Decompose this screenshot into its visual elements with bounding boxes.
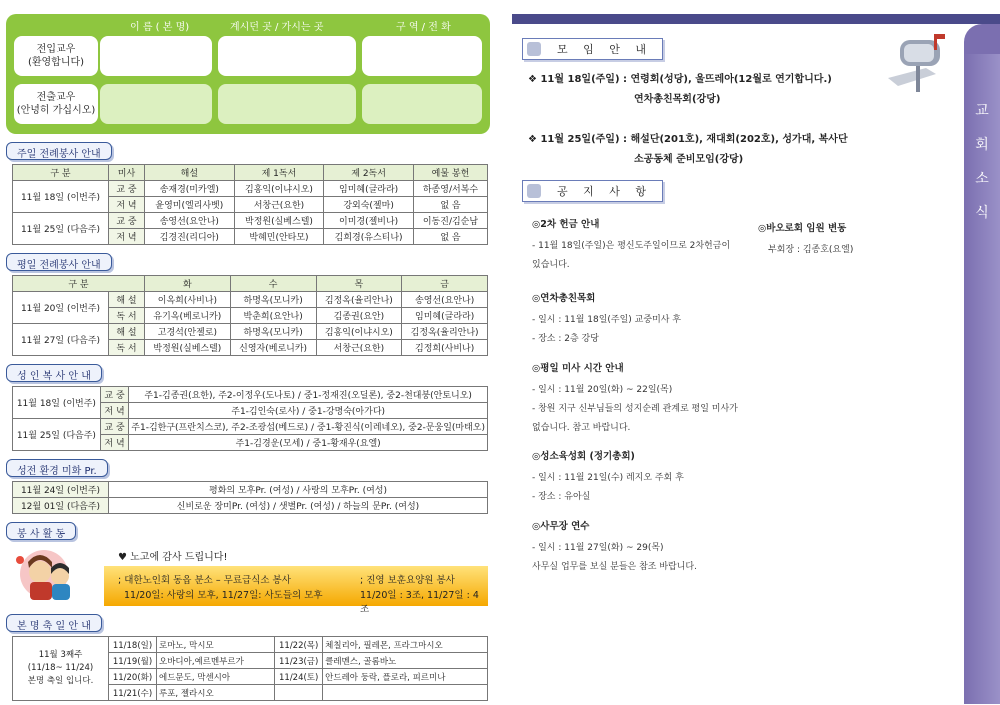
left-page	[6, 14, 490, 701]
table-row	[13, 213, 488, 229]
cell: 강외숙(젤마)	[324, 197, 414, 213]
cell: 없 음	[413, 197, 487, 213]
notice-heading: ◎바오로회 임원 변동	[758, 223, 847, 234]
cell: 김정희(사비나)	[402, 340, 488, 356]
in-district-cell	[362, 36, 482, 76]
cell: 이옥희(사비나)	[145, 292, 231, 308]
date-cell: 11/22(목)	[275, 637, 323, 653]
cell: 로마노, 막시모	[157, 637, 275, 653]
col-header: 수	[230, 276, 316, 292]
notice-line: - 11월 18일(주일)은 평신도주일이므로 2차헌금이	[532, 241, 731, 251]
cell: 김종권(요안)	[316, 308, 402, 324]
service-line: ; 대한노인회 동읍 분소 – 무료급식소 봉사	[118, 575, 291, 586]
notice-section-title	[522, 180, 663, 202]
cell: 서창근(요한)	[316, 340, 402, 356]
cell: 송영선(요안나)	[145, 213, 235, 229]
cell: 고경석(안젤로)	[145, 324, 231, 340]
sidebar-cap	[964, 24, 1000, 54]
table-row	[13, 637, 488, 653]
notice-heading: ◎사무장 연수	[532, 521, 590, 532]
date-cell: 11/20(화)	[109, 669, 157, 685]
date-cell: 11월 27일 (다음주)	[13, 324, 109, 356]
notice-item	[532, 216, 772, 270]
cell: 서창근(요한)	[234, 197, 324, 213]
cell	[323, 685, 488, 701]
volunteer-illustration	[12, 546, 92, 606]
cell: 안드레아 둥락, 플로라, 피르미나	[323, 669, 488, 685]
cell: 김홍익(이냐시오)	[316, 324, 402, 340]
cell: 김홍익(이냐시오)	[234, 181, 324, 197]
col-header: 제 2독서	[324, 165, 414, 181]
col-header: 구 분	[13, 276, 145, 292]
cell: 박혜민(안타모)	[234, 229, 324, 245]
table-row	[13, 292, 488, 308]
notice-line: 있습니다.	[532, 260, 570, 270]
cell: 김희경(유스티나)	[324, 229, 414, 245]
cell: 김정옥(율리안나)	[402, 324, 488, 340]
cell: 유기옥(베로니카)	[145, 308, 231, 324]
date-cell: 11월 18일 (이번주)	[13, 387, 101, 419]
speaker-icon	[527, 184, 541, 198]
cell: 박춘희(요안나)	[230, 308, 316, 324]
cell: 평화의 모후Pr. (여성) / 사랑의 모후Pr. (여성)	[109, 482, 488, 498]
date-cell: 11월 18일 (이번주)	[13, 181, 109, 213]
notice-line: 없습니다. 참고 바랍니다.	[532, 423, 631, 433]
mass-cell: 교 중	[100, 387, 129, 403]
meeting-title-text: 모 임 안 내	[557, 43, 652, 56]
top-bar	[512, 14, 1000, 24]
header-district: 구 역 / 전 화	[396, 22, 451, 33]
table-row	[13, 387, 488, 403]
table-row	[13, 482, 488, 498]
date-cell: 11월 20일 (이번주)	[13, 292, 109, 324]
env-table	[12, 481, 488, 514]
role-cell: 독 서	[109, 308, 145, 324]
feast-section-title: 본 명 축 일 안 내	[6, 614, 102, 632]
sunday-section-title: 주일 전례봉사 안내	[6, 142, 112, 160]
cell: 루포, 젤라시오	[157, 685, 275, 701]
cell: 김경진(리디아)	[145, 229, 235, 245]
header-place: 계시던 곳 / 가시는 곳	[230, 22, 324, 33]
notice-title-text: 공 지 사 항	[557, 185, 652, 198]
mass-cell: 저 녁	[109, 197, 145, 213]
date-cell: 11/24(토)	[275, 669, 323, 685]
notice-side	[758, 220, 853, 255]
date-cell: 11월 24일 (이번주)	[13, 482, 109, 498]
notice-line: - 창원 지구 신부님들의 성지순례 관계로 평일 미사가	[532, 404, 738, 414]
weekday-table	[12, 275, 488, 356]
cell: 신비로운 장미Pr. (여성) / 샛별Pr. (여성) / 하늘의 문Pr. (여성)	[109, 498, 488, 514]
mass-cell: 교 중	[109, 213, 145, 229]
mass-cell: 저 녁	[109, 229, 145, 245]
feast-table	[12, 636, 488, 701]
mass-cell: 교 중	[100, 419, 129, 435]
service-section-title: 봉 사 활 동	[6, 522, 76, 540]
mass-cell: 저 녁	[100, 403, 129, 419]
role-cell: 해 설	[109, 292, 145, 308]
col-header: 구 분	[13, 165, 109, 181]
adult-table	[12, 386, 488, 451]
cell: 하종영/서복수	[413, 181, 487, 197]
cell: 없 음	[413, 229, 487, 245]
cell: 김정옥(율리안나)	[316, 292, 402, 308]
notice-heading: ◎평일 미사 시간 안내	[532, 363, 624, 374]
out-place-cell	[218, 84, 356, 124]
meeting-section-title	[522, 38, 663, 60]
mass-cell: 저 녁	[100, 435, 129, 451]
adult-section-title: 성 인 복 사 안 내	[6, 364, 102, 382]
col-header: 해설	[145, 165, 235, 181]
table-row	[13, 181, 488, 197]
table-row	[13, 498, 488, 514]
speaker-icon	[527, 42, 541, 56]
service-line: ; 진영 보훈요양원 봉사	[360, 575, 455, 586]
right-page	[512, 14, 1000, 704]
service-line: 11/20일 : 3조, 11/27일 : 4조	[360, 590, 479, 615]
cell: 주1-김종권(요한), 주2-이정우(도나토) / 중1-정재진(오딜론), 중2-천대붕(안토니오)	[129, 387, 488, 403]
cell: 임미혜(글라라)	[402, 308, 488, 324]
notice-heading: ◎2차 헌금 안내	[532, 219, 600, 230]
cell: 박정원(실베스텔)	[234, 213, 324, 229]
sidebar-char: 교	[975, 103, 989, 119]
mass-cell: 교 중	[109, 181, 145, 197]
date-cell: 11월 25일 (다음주)	[13, 213, 109, 245]
cell: 윤영미(엘리사벳)	[145, 197, 235, 213]
cell: 오바디아,예르멘부르가	[157, 653, 275, 669]
table-row	[13, 419, 488, 435]
cell: 임미혜(글라라)	[324, 181, 414, 197]
notice-item	[532, 360, 738, 433]
notice-heading: ◎성소육성회 (정기총회)	[532, 451, 635, 462]
table-row	[13, 324, 488, 340]
transfer-in-label: 전입교우 (환영합니다)	[14, 36, 98, 76]
env-section-title: 성전 환경 미화 Pr.	[6, 459, 108, 477]
notice-line: 부회장 : 김종호(요엘)	[768, 245, 854, 255]
sunday-table	[12, 164, 488, 245]
col-header: 제 1독서	[234, 165, 324, 181]
col-header: 화	[145, 276, 231, 292]
meeting-line: ❖ 11월 18일(주일) : 연령회(성당), 울뜨레아(12월로 연기합니다.)	[528, 74, 832, 85]
date-cell: 11/23(금)	[275, 653, 323, 669]
sidebar-char: 소	[975, 171, 989, 187]
col-header: 미사	[109, 165, 145, 181]
sidebar-char: 식	[975, 205, 989, 221]
service-box	[6, 546, 490, 615]
col-header: 목	[316, 276, 402, 292]
mailbox-icon	[886, 32, 952, 94]
cell: 박정원(실베스텔)	[145, 340, 231, 356]
notice-item	[532, 448, 684, 502]
date-cell: 12월 01일 (다음주)	[13, 498, 109, 514]
cell: 하명옥(모니카)	[230, 324, 316, 340]
notice-line: - 일시 : 11월 21일(수) 레지오 주회 후	[532, 473, 684, 483]
col-header: 예물 봉헌	[413, 165, 487, 181]
meeting-line: 연차총친목회(강당)	[634, 94, 721, 105]
role-cell: 해 설	[109, 324, 145, 340]
cell: 주1-김한구(프란치스코), 주2-조광섭(베드로) / 중1-황진식(이레네오), 중2-문웅일(마태오)	[129, 419, 488, 435]
header-name: 이 름 ( 본 명)	[130, 22, 190, 33]
cell: 송영선(요안나)	[402, 292, 488, 308]
date-cell: 11/21(수)	[109, 685, 157, 701]
notice-heading: ◎연차총친목회	[532, 293, 596, 304]
cell: 주1-김경운(모세) / 중1-황재우(요엘)	[129, 435, 488, 451]
role-cell: 독 서	[109, 340, 145, 356]
date-cell: 11/19(월)	[109, 653, 157, 669]
service-line: 11/20일: 사랑의 모후, 11/27일: 사도들의 모후	[124, 590, 323, 601]
notice-line: - 일시 : 11월 18일(주일) 교중미사 후	[532, 315, 682, 325]
thanks-text: ♥ 노고에 감사 드립니다!	[118, 552, 228, 563]
weekday-section-title: 평일 전례봉사 안내	[6, 253, 112, 271]
notice-line: - 일시 : 11월 27일(화) ~ 29(목)	[532, 543, 664, 553]
cell: 하명옥(모니카)	[230, 292, 316, 308]
date-cell: 11월 25일 (다음주)	[13, 419, 101, 451]
notice-item	[532, 518, 697, 572]
meeting-line: 소공동체 준비모임(강당)	[634, 154, 744, 165]
cell: 송재경(미카엘)	[145, 181, 235, 197]
cell: 이미경(젤비나)	[324, 213, 414, 229]
date-cell	[275, 685, 323, 701]
cell: 주1-김인숙(로사) / 중1-강명숙(아가다)	[129, 403, 488, 419]
transfer-out-label: 전출교우 (안녕히 가십시오)	[14, 84, 98, 124]
out-district-cell	[362, 84, 482, 124]
cell: 클레멘스, 골롬바노	[323, 653, 488, 669]
notice-line: - 일시 : 11월 20일(화) ~ 22일(목)	[532, 385, 673, 395]
service-bar	[104, 566, 488, 615]
cell: 체칠리아, 필레몬, 프라그마시오	[323, 637, 488, 653]
feast-week-cell: 11월 3째주 (11/18~ 11/24) 본명 축일 입니다.	[13, 637, 109, 701]
notice-line: 사무실 업무를 보실 분들은 참조 바랍니다.	[532, 562, 697, 572]
meeting-line: ❖ 11월 25일(주일) : 해설단(201호), 재대회(202호), 성가대, 복사단	[528, 134, 848, 145]
in-place-cell	[218, 36, 356, 76]
notice-line: - 장소 : 유아실	[532, 492, 591, 502]
notice-line: - 장소 : 2층 강당	[532, 334, 599, 344]
cell: 이동진/김순남	[413, 213, 487, 229]
cell: 신영자(베로니카)	[230, 340, 316, 356]
notice-item	[532, 290, 681, 344]
in-name-cell	[100, 36, 212, 76]
out-name-cell	[100, 84, 212, 124]
date-cell: 11/18(일)	[109, 637, 157, 653]
sidebar-char: 회	[975, 137, 989, 153]
cell: 에드문도, 막센시아	[157, 669, 275, 685]
col-header: 금	[402, 276, 488, 292]
newcomer-box	[6, 14, 490, 134]
church-news-sidebar	[964, 44, 1000, 704]
